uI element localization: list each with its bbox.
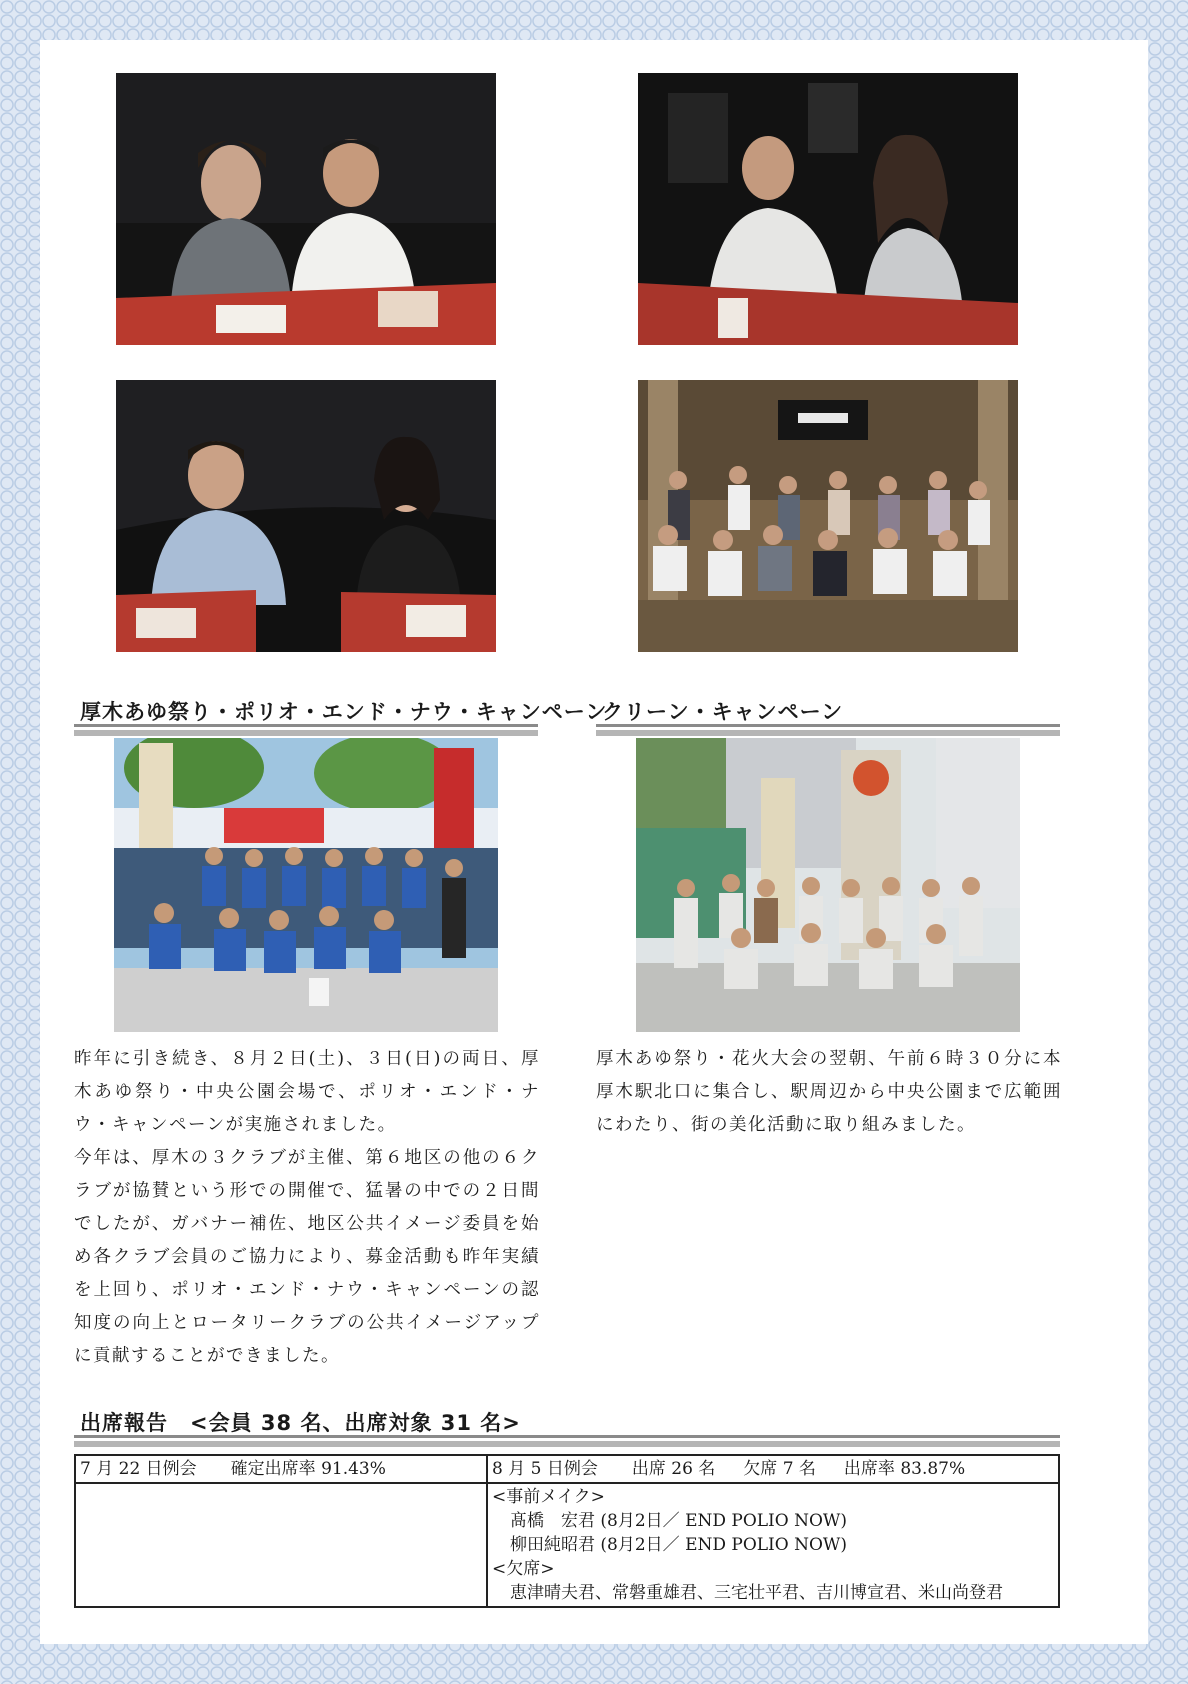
left-detail-cell [75, 1483, 487, 1607]
makeup-label: <事前メイク> [492, 1487, 605, 1507]
photo-group-venue [638, 380, 1018, 652]
heading-rule [596, 730, 1060, 736]
section-heading-polio [74, 694, 608, 734]
makeup-item: 柳田純昭君 (8月2日／ END POLIO NOW) [510, 1535, 848, 1555]
makeup-item: 髙橋 宏君 (8月2日／ END POLIO NOW) [510, 1511, 848, 1531]
paragraph: 厚木あゆ祭り・花火大会の翌朝、午前６時３０分に本厚木駅北口に集合し、駅周辺から中央公園まで広範囲にわたり、街の美化活動に取り組みました。 [596, 1049, 1062, 1135]
photo-clean-campaign [636, 738, 1020, 1032]
photo-polio-campaign [114, 738, 498, 1032]
heading-rule [596, 724, 1060, 727]
right-meeting-cell [487, 1455, 1059, 1483]
absent-names: 恵津晴夫君、常磐重雄君、三宅壮平君、吉川博宣君、米山尚登君 [510, 1583, 1003, 1603]
photo-dinner-couple-1 [116, 73, 496, 345]
right-meeting-rate: 出席率 83.87% [843, 1459, 966, 1479]
right-detail-cell [487, 1483, 1059, 1607]
right-meeting-present: 出席 26 名 [631, 1459, 716, 1479]
section-title-polio: 厚木あゆ祭り・ポリオ・エンド・ナウ・キャンペーン [80, 700, 608, 724]
left-meeting-cell [75, 1455, 487, 1483]
photo-dinner-couple-3 [116, 380, 496, 652]
paragraph: 今年は、厚木の３クラブが主催、第６地区の他の６クラブが協賛という形での開催で、猛暑の中での２日間でしたが、ガバナー補佐、地区公共イメージ委員を始め各クラブ会員のご協力により、募金活動も昨年実績を上回り、ポリオ・エンド・ナウ・キャンペーンの認知度の向上とロータリークラブの公共イメージアップに貢献することができました。 [74, 1148, 540, 1366]
paragraph: 昨年に引き続き、８月２日(土)、３日(日)の両日、厚木あゆ祭り・中央公園会場で、ポリオ・エンド・ナウ・キャンペーンが実施されました。 [74, 1049, 540, 1135]
section-heading-clean [596, 694, 1060, 734]
section-heading-attendance [74, 1405, 1060, 1445]
table-row [75, 1455, 1059, 1483]
table-row [75, 1483, 1059, 1607]
right-meeting-absent: 欠席 7 名 [743, 1459, 816, 1479]
left-meeting-rate: 確定出席率 91.43% [230, 1459, 386, 1479]
attendance-table [74, 1454, 1060, 1608]
right-meeting-date: 8 月 5 日例会 [492, 1459, 598, 1479]
attendance-title: 出席報告 <会員 38 名、出席対象 31 名> [80, 1411, 521, 1435]
section-title-clean: クリーン・キャンペーン [602, 700, 844, 724]
photo-dinner-couple-2 [638, 73, 1018, 345]
left-meeting-date: 7 月 22 日例会 [80, 1459, 197, 1479]
heading-rule [74, 730, 538, 736]
heading-rule [74, 1441, 1060, 1447]
heading-rule [74, 1435, 1060, 1438]
heading-rule [74, 724, 538, 727]
absent-label: <欠席> [492, 1559, 555, 1579]
polio-description [74, 1043, 540, 1373]
clean-description [596, 1043, 1062, 1142]
